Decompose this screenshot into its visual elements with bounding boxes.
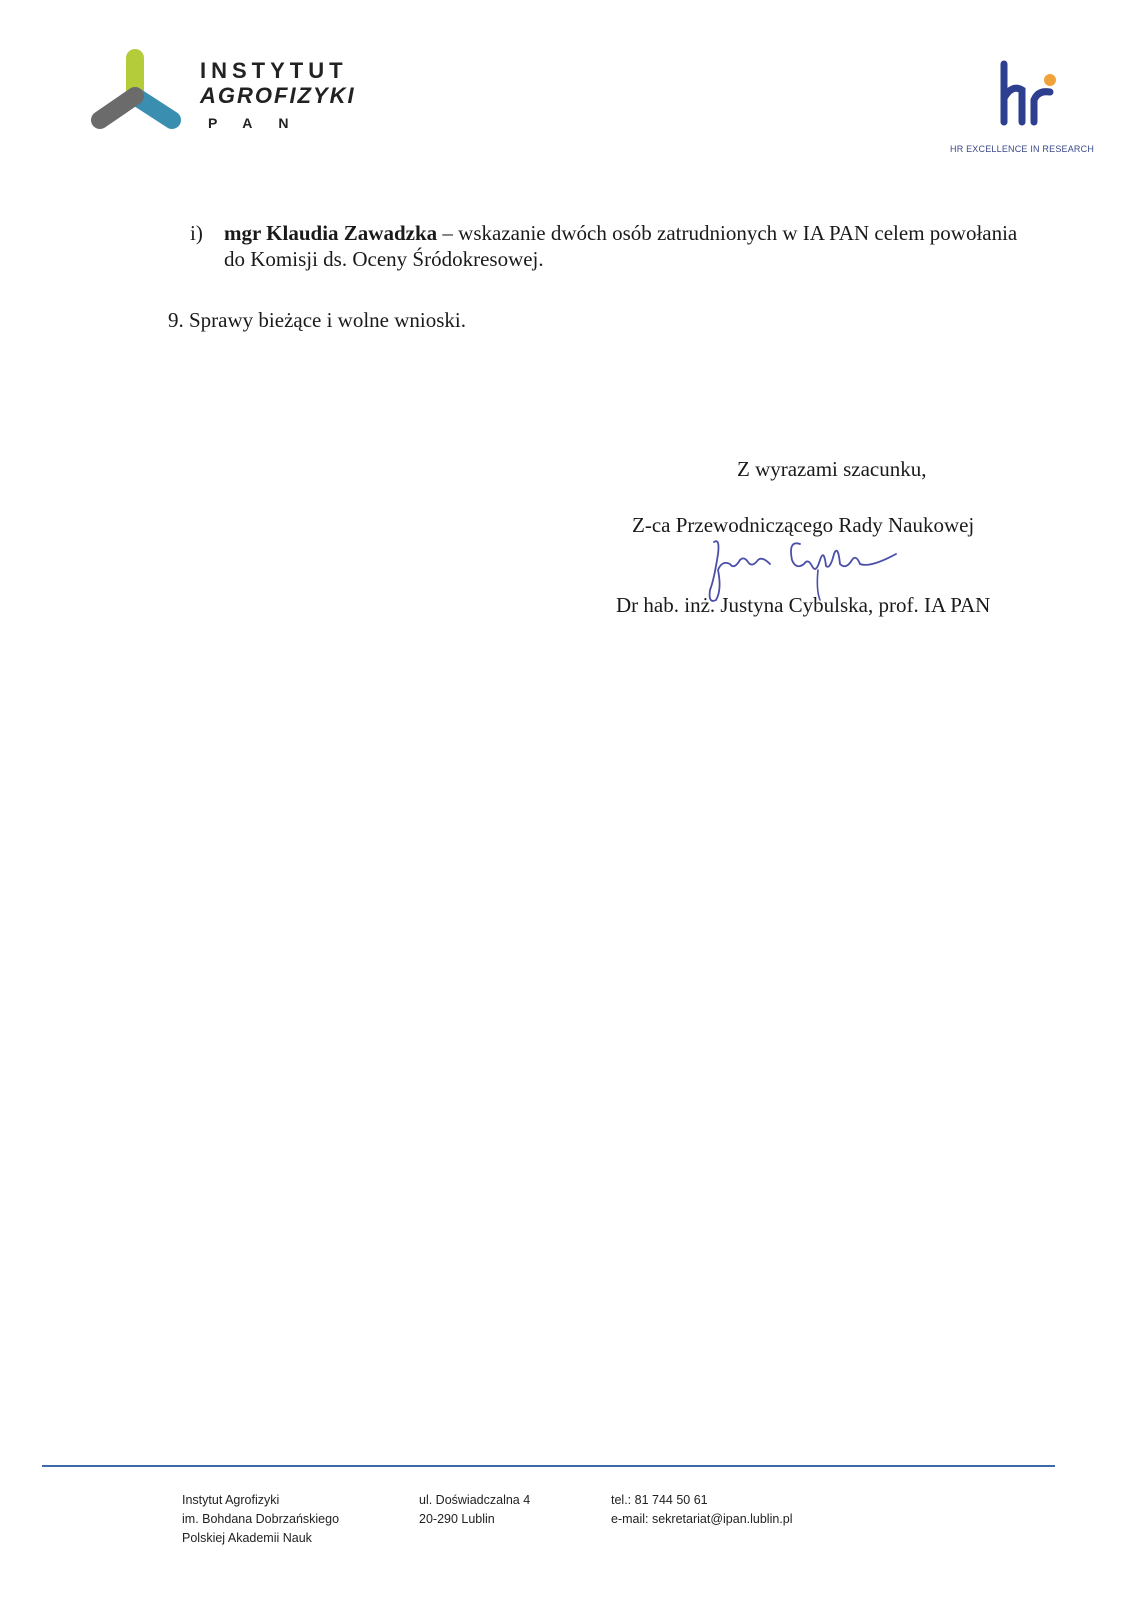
footer-contact [611,1491,793,1529]
person-name: mgr Klaudia Zawadzka [224,221,438,245]
footer-institution [182,1491,339,1548]
footer-line: ul. Doświadczalna 4 [419,1493,531,1507]
footer-line: Polskiej Akademii Nauk [182,1531,312,1545]
footer-line: im. Bohdana Dobrzańskiego [182,1512,340,1526]
institute-logo [88,48,408,138]
signer-name: Dr hab. inż. Justyna Cybulska, prof. IA PAN [616,593,991,617]
institute-logo-line1: INSTYTUT [200,58,348,83]
footer-address [419,1491,530,1529]
institute-logo-line2: AGROFIZYKI [200,83,356,108]
footer-line: Instytut Agrofizyki [182,1493,280,1507]
agenda-item-i [190,220,1030,272]
institute-logo-icon [88,48,198,138]
closing-greeting: Z wyrazami szacunku, [737,457,927,481]
hr-excellence-logo [950,60,1095,160]
hr-logo-caption: HR EXCELLENCE IN RESEARCH [950,144,1095,154]
footer-line: 20-290 Lublin [419,1512,495,1526]
item-text: Sprawy bieżące i wolne wnioski. [189,308,467,332]
footer-email: e-mail: sekretariat@ipan.lublin.pl [611,1512,793,1526]
hr-logo-icon [998,60,1058,130]
signer-role: Z-ca Przewodniczącego Rady Naukowej [632,513,975,537]
item-marker: 9. [168,308,184,332]
footer-divider [42,1465,1055,1467]
item-text: – wskazanie dwóch osób zatrudnionych w IA PAN celem powołania do Komisji ds. Oceny Śródokresowej. [224,221,1018,271]
institute-logo-line3: PAN [208,115,315,131]
footer-phone: tel.: 81 744 50 61 [611,1493,708,1507]
agenda-item-9 [168,307,466,333]
item-marker: i) [190,221,203,245]
